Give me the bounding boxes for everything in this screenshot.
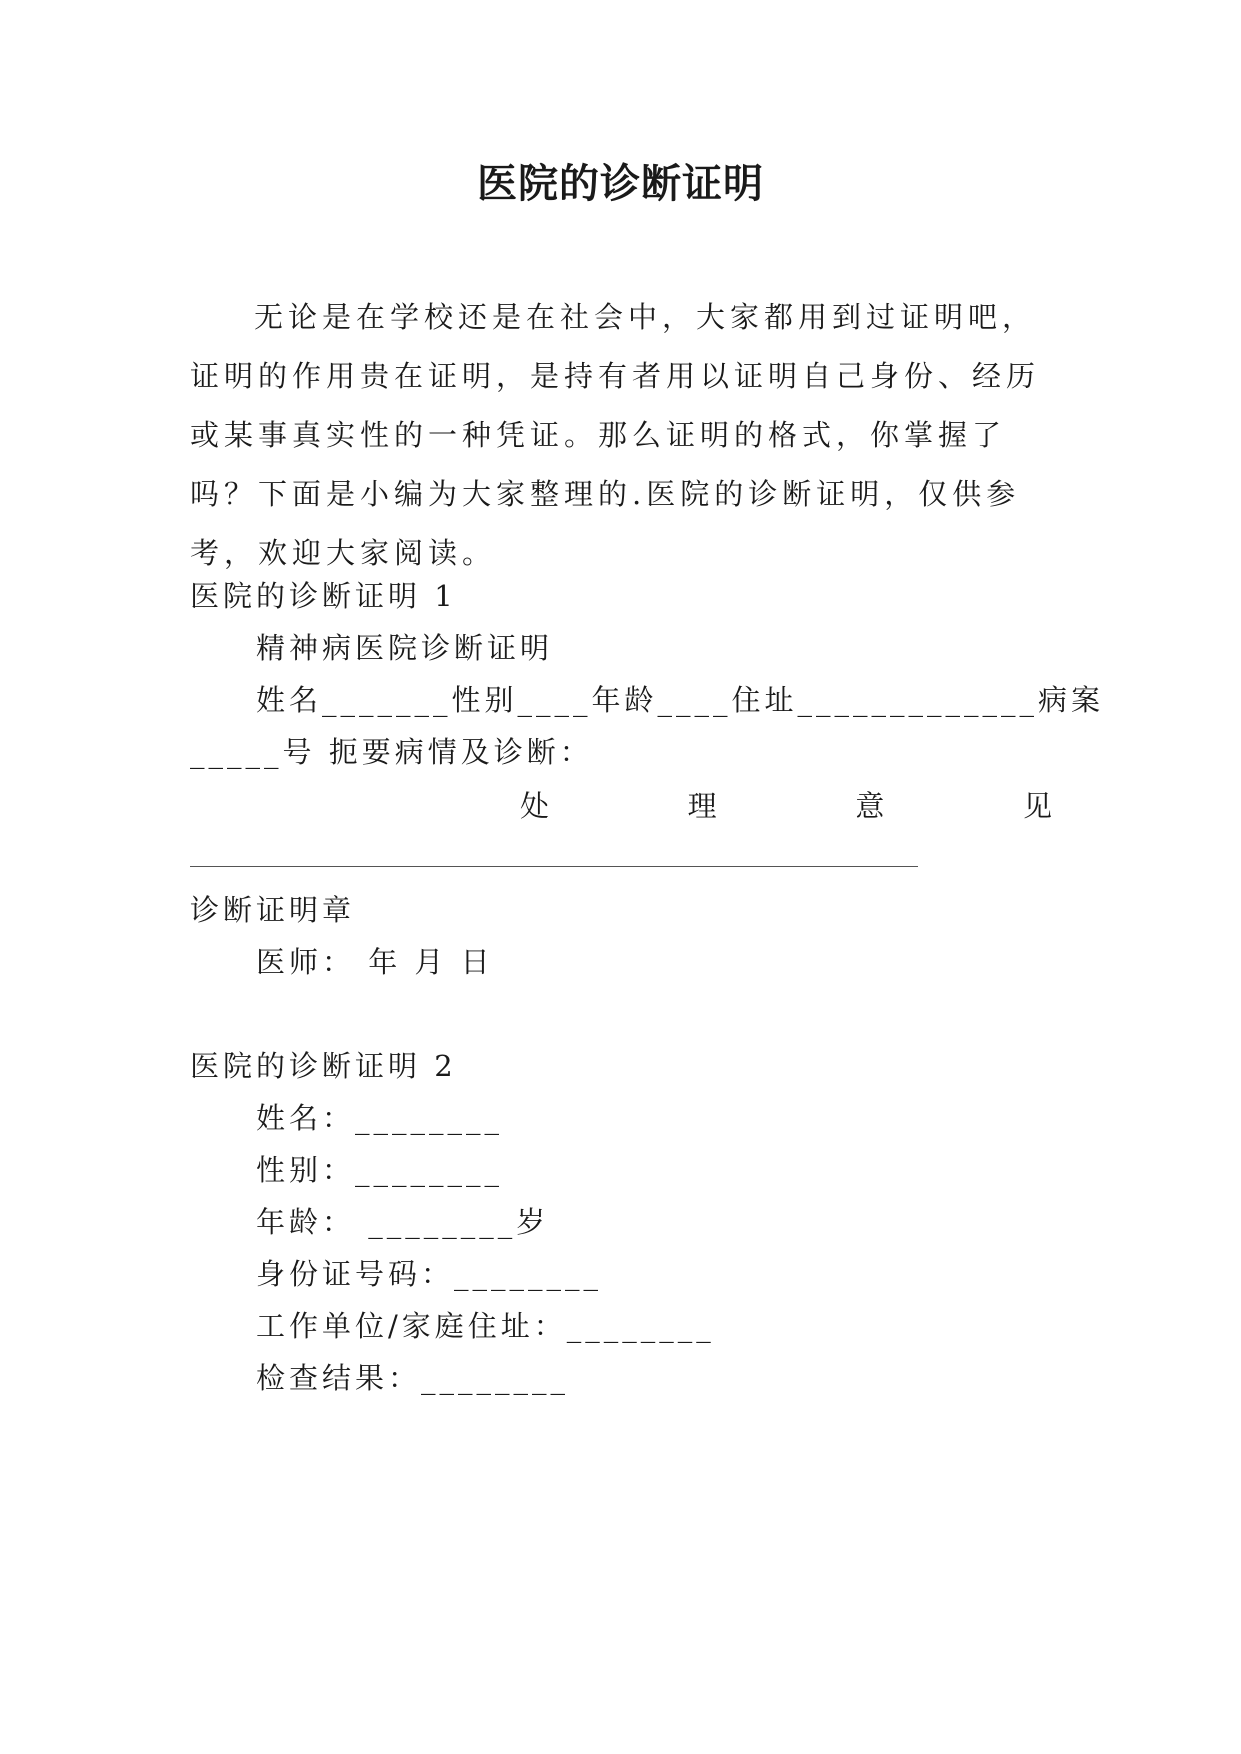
field-exam-result: 检查结果：________ — [256, 1361, 570, 1395]
document-title: 医院的诊断证明 — [477, 160, 764, 207]
section1-heading: 医院的诊断证明 1 — [190, 579, 457, 613]
field-gender: 性别：________ — [256, 1153, 504, 1187]
field-name: 姓名：________ — [256, 1101, 504, 1135]
doctor-date-line: 医师： 年 月 日 — [256, 945, 494, 979]
stamp-label: 诊断证明章 — [190, 893, 356, 927]
section1-fields-line: 姓名_______性别____年龄____住址_____________病案 — [256, 683, 1105, 717]
section2-heading: 医院的诊断证明 2 — [190, 1049, 457, 1083]
intro-paragraph: 无论是在学校还是在社会中，大家都用到过证明吧，证明的作用贵在证明，是持有者用以证明自己身份、经历或某事真实性的一种凭证。那么证明的格式，你掌握了吗？下面是小编为大家整理的.医院的诊断证明，仅供参考，欢迎大家阅读。 — [190, 300, 1041, 570]
field-id-number: 身份证号码：________ — [256, 1257, 603, 1291]
field-age: 年龄： ________岁 — [256, 1205, 550, 1239]
field-address: 工作单位/家庭住址：________ — [256, 1309, 715, 1343]
opinion-char: 处 — [520, 789, 550, 823]
section1-subtitle: 精神病医院诊断证明 — [256, 631, 554, 665]
opinion-char: 意 — [855, 789, 885, 823]
opinion-char: 理 — [687, 789, 717, 823]
opinion-row — [520, 786, 1052, 826]
opinion-underline — [190, 866, 918, 867]
opinion-char: 见 — [1022, 789, 1052, 823]
section1-fields-line2: _____号 扼要病情及诊断： — [190, 735, 593, 769]
